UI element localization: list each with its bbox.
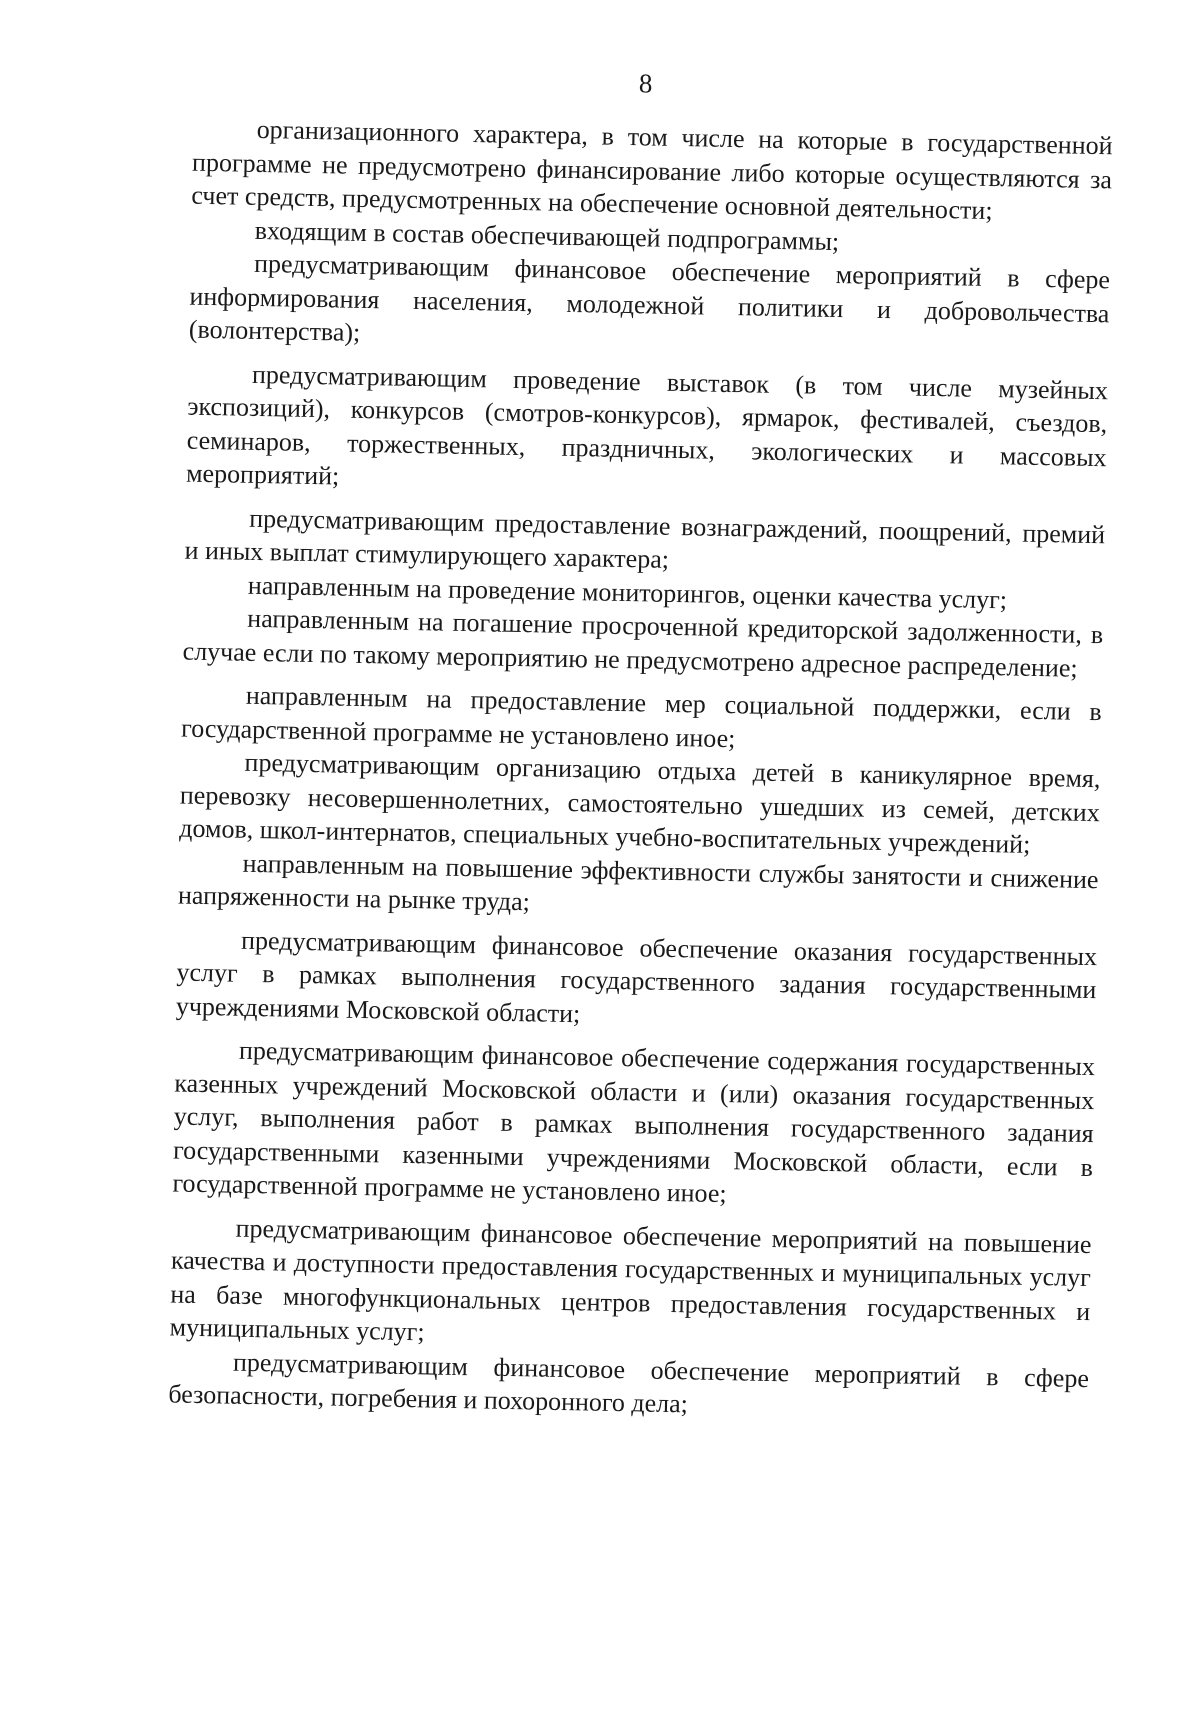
paragraph: предусматривающим предоставление вознаграждений, поощрений, премий и иных выплат стимулирующего характера; — [184, 503, 1106, 574]
paragraph: предусматривающим финансовое обеспечение содержания государственных казенных учреждений Московской области и (или) оказания государственных услуг, выполнения работ в рамках выполнения государственного задания государственными казенными учреждениями Московской области, если в государственной программе не установлено иное; — [172, 1035, 1096, 1209]
paragraph: направленным на предоставление мер социальной поддержки, если в государственной программе не установлено иное; — [180, 680, 1102, 753]
paragraph: предусматривающим организацию отдыха детей в каникулярное время, перевозку несовершеннолетних, самостоятельно ушедших из семей, детских домов, школ-интернатов, специальных учебно-воспитательных учреждений; — [179, 747, 1101, 859]
page-number: 8 — [638, 68, 653, 99]
paragraph: предусматривающим проведение выставок (в том числе музейных экспозиций), конкурсов (смотров-конкурсов), ярмарок, фестивалей, съездов, семинаров, торжественных, праздничных, экологических и массовых мероприятий; — [185, 359, 1109, 491]
paragraph: предусматривающим финансовое обеспечение мероприятий в сфере безопасности, погребения и похоронного дела; — [168, 1347, 1090, 1419]
paragraph: направленным на проведение мониторингов, оценки качества услуг; — [247, 570, 1008, 614]
paragraph: предусматривающим финансовое обеспечение мероприятий в сфере информирования населения, молодежной политики и добровольчества (волонтерства); — [188, 248, 1111, 347]
paragraph: входящим в состав обеспечивающей подпрограммы; — [254, 215, 840, 256]
paragraph: направленным на погашение просроченной кредиторской задолженности, в случае если по такому мероприятию не предусмотрено адресное распределение; — [182, 603, 1104, 683]
paragraph: предусматривающим финансовое обеспечение оказания государственных услуг в рамках выполнения государственного задания государственными учреждениями Московской области; — [175, 925, 1098, 1028]
document-body — [168, 112, 1113, 1429]
paragraph: организационного характера, в том числе на которые в государственной программе не предусмотрено финансирование либо которые осуществляются за счет средств, предусмотренных на обеспечение основной деятельности; — [191, 114, 1113, 226]
paragraph: направленным на повышение эффективности службы занятости и снижение напряженности на рынке труда; — [177, 848, 1099, 917]
paragraph: предусматривающим финансовое обеспечение мероприятий на повышение качества и доступности предоставления государственных и муниципальных услуг на базе многофункциональных центров предоставления государственных и муниципальных услуг; — [169, 1213, 1092, 1347]
